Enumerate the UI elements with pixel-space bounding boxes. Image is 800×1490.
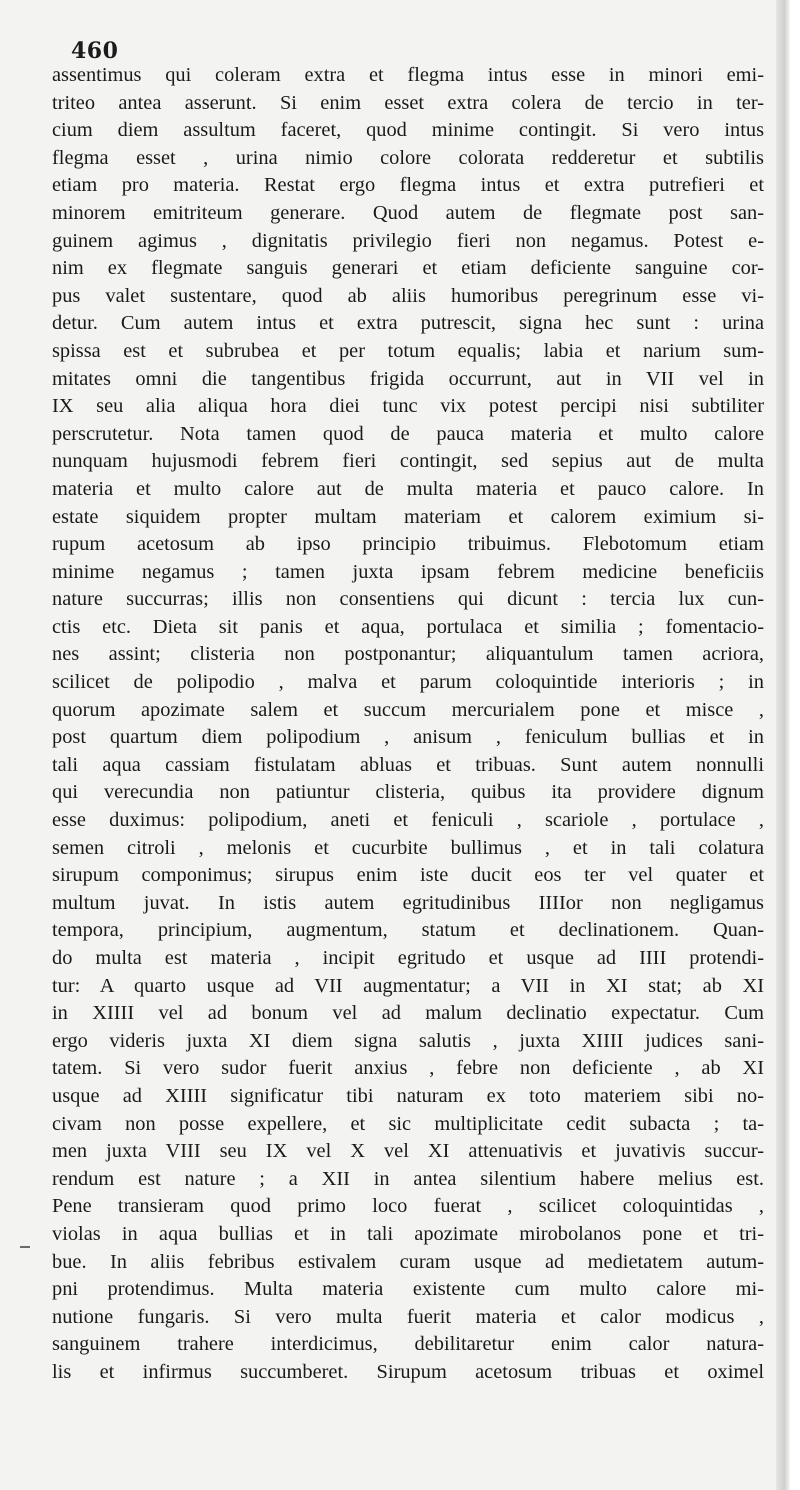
text-line: nunquam hujusmodi febrem fieri contingit, sed sepius aut de multa [52, 450, 764, 473]
margin-mark [20, 1246, 30, 1248]
text-line: ergo videris juxta XI diem signa salutis , juxta XIIII judices sani- [52, 1029, 764, 1052]
text-line: sanguinem trahere interdicimus, debilitaretur enim calor natura- [52, 1333, 764, 1356]
text-line: rupum acetosum ab ipso principio tribuimus. Flebotomum etiam [52, 533, 764, 556]
text-line: lis et infirmus succumberet. Sirupum acetosum tribuas et oximel [52, 1360, 764, 1383]
body-text [52, 62, 764, 1387]
text-line: bue. In aliis febribus estivalem curam usque ad medietatem autum- [52, 1250, 764, 1273]
text-line: tali aqua cassiam fistulatam abluas et tribuas. Sunt autem nonnulli [52, 753, 764, 776]
text-line: mitates omni die tangentibus frigida occurrunt, aut in VII vel in [52, 367, 764, 390]
text-line: multum juvat. In istis autem egritudinibus IIIIor non negligamus [52, 891, 764, 914]
text-line: do multa est materia , incipit egritudo et usque ad IIII protendi- [52, 947, 764, 969]
text-line: violas in aqua bullias et in tali apozimate mirobolanos pone et tri- [52, 1222, 764, 1245]
page-number: 460 [71, 38, 119, 64]
text-line: men juxta VIII seu IX vel X vel XI attenuativis et juvativis succur- [52, 1140, 764, 1163]
text-line: usque ad XIIII significatur tibi naturam ex toto materiem sibi no- [52, 1084, 764, 1107]
text-line: nature succurras; illis non consentiens qui dicunt : tercia lux cun- [52, 588, 764, 611]
text-line: nim ex flegmate sanguis generari et etiam deficiente sanguine cor- [52, 257, 764, 280]
text-line: detur. Cum autem intus et extra putrescit, signa hec sunt : urina [52, 312, 764, 335]
text-line: esse duximus: polipodium, aneti et feniculi , scariole , portulace , [52, 809, 764, 832]
text-line: tur: A quarto usque ad VII augmentatur; a VII in XI stat; ab XI [52, 974, 764, 997]
text-line: materia et multo calore aut de multa materia et pauco calore. In [52, 477, 764, 500]
text-line: cium diem assultum faceret, quod minime contingit. Si vero intus [52, 119, 764, 142]
text-line: flegma esset , urina nimio colore colorata redderetur et subtilis [52, 146, 764, 169]
text-line: rendum est nature ; a XII in antea silentium habere melius est. [52, 1167, 764, 1190]
text-line: sirupum componimus; sirupus enim iste ducit eos ter vel quater et [52, 864, 764, 887]
text-line: Pene transieram quod primo loco fuerat , scilicet coloquintidas , [52, 1195, 764, 1218]
text-line: spissa est et subrubea et per totum equalis; labia et narium sum- [52, 339, 764, 362]
text-line: civam non posse expellere, et sic multiplicitate cedit subacta ; ta- [52, 1112, 764, 1135]
text-line: triteo antea asserunt. Si enim esset extra colera de tercio in ter- [52, 91, 764, 114]
text-line: tempora, principium, augmentum, statum et declinationem. Quan- [52, 919, 764, 942]
text-line: estate siquidem propter multam materiam et calorem eximium si- [52, 505, 764, 528]
text-line: nutione fungaris. Si vero multa fuerit materia et calor modicus , [52, 1305, 764, 1328]
text-line: IX seu alia aliqua hora diei tunc vix potest percipi nisi subtiliter [52, 395, 764, 418]
page-gutter-shadow [776, 0, 790, 1490]
text-line: nes assint; clisteria non postponantur; aliquantulum tamen acriora, [52, 643, 764, 666]
text-line: in XIIII vel ad bonum vel ad malum declinatio expectatur. Cum [52, 1002, 764, 1025]
text-line: minime negamus ; tamen juxta ipsam febrem medicine beneficiis [52, 560, 764, 583]
text-line: etiam pro materia. Restat ergo flegma intus et extra putrefieri et [52, 174, 764, 197]
text-line: semen citroli , melonis et cucurbite bullimus , et in tali colatura [52, 836, 764, 859]
text-line: ctis etc. Dieta sit panis et aqua, portulaca et similia ; fomentacio- [52, 615, 764, 638]
text-line: pus valet sustentare, quod ab aliis humoribus peregrinum esse vi- [52, 284, 764, 307]
text-line: quorum apozimate salem et succum mercurialem pone et misce , [52, 698, 764, 721]
text-line: qui verecundia non patiuntur clisteria, quibus ita providere dignum [52, 781, 764, 804]
text-line: minorem emitriteum generare. Quod autem de flegmate post san- [52, 201, 764, 224]
text-line: scilicet de polipodio , malva et parum coloquintide interioris ; in [52, 671, 764, 694]
text-line: guinem agimus , dignitatis privilegio fieri non negamus. Potest e- [52, 229, 764, 252]
text-line: tatem. Si vero sudor fuerit anxius , febre non deficiente , ab XI [52, 1057, 764, 1080]
text-line: perscrutetur. Nota tamen quod de pauca materia et multo calore [52, 422, 764, 445]
text-line: assentimus qui coleram extra et flegma intus esse in minori emi- [52, 64, 764, 86]
text-line: post quartum diem polipodium , anisum , feniculum bullias et in [52, 726, 764, 749]
text-line: pni protendimus. Multa materia existente cum multo calore mi- [52, 1278, 764, 1301]
